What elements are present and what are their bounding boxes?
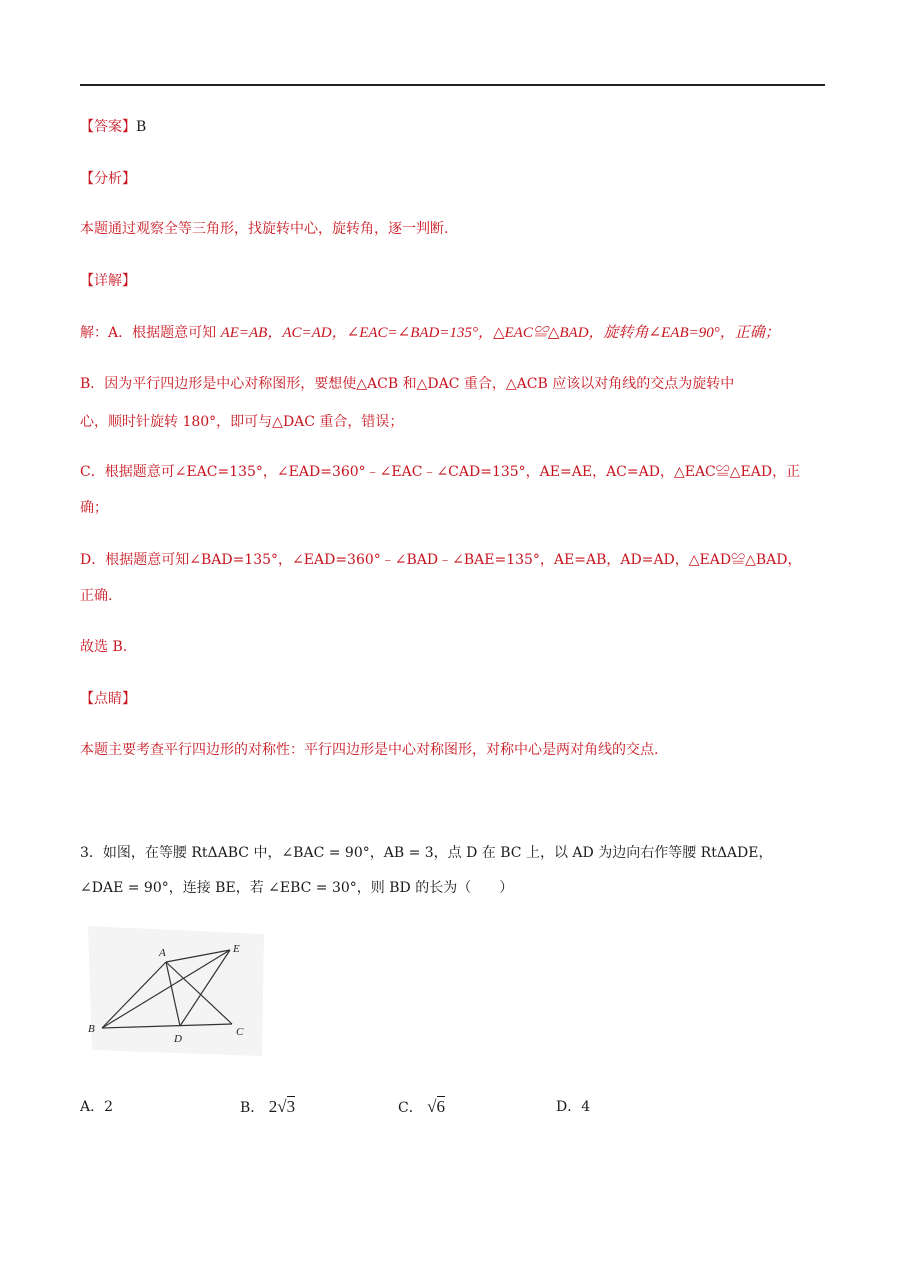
detail-a-prefix: 解：A．根据题意可知	[80, 325, 221, 341]
comment-tag: 【点睛】	[80, 691, 136, 707]
label-E: E	[233, 943, 240, 955]
option-c-radicand: 6	[436, 1097, 446, 1116]
option-b-label: B．	[240, 1100, 265, 1116]
label-D: D	[174, 1033, 182, 1045]
option-c-value	[427, 1096, 445, 1116]
option-c[interactable]	[398, 1097, 445, 1118]
geometry-figure	[86, 922, 268, 1060]
answer-tag: 【答案】	[80, 119, 136, 135]
conclusion: 故选 B.	[80, 639, 128, 655]
analysis-tag: 【分析】	[80, 171, 136, 187]
label-B: B	[88, 1023, 95, 1035]
option-b-coef: 2	[268, 1097, 278, 1116]
sqrt-icon: √	[277, 1097, 287, 1116]
header-rule	[80, 84, 825, 86]
option-b[interactable]	[240, 1097, 295, 1118]
option-a[interactable]	[80, 1097, 113, 1117]
option-d-value: 4	[581, 1099, 591, 1115]
option-a-value: 2	[104, 1099, 114, 1115]
detail-b-line2: 心，顺时针旋转 180°，即可与△DAC 重合，错误；	[80, 414, 404, 430]
detail-d-line2: 正确.	[80, 588, 113, 604]
option-d-label: D．	[556, 1099, 582, 1115]
option-b-radicand: 3	[286, 1097, 296, 1116]
option-c-label: C．	[398, 1100, 423, 1116]
analysis-text: 本题通过观察全等三角形，找旋转中心，旋转角，逐一判断.	[80, 221, 449, 237]
option-a-label: A．	[80, 1099, 105, 1115]
detail-b-line1: B．因为平行四边形是中心对称图形，要想使△ACB 和△DAC 重合，△ACB 应该以对角线的交点为旋转中	[80, 376, 735, 392]
label-A: A	[159, 947, 166, 959]
sqrt-icon: √	[427, 1097, 437, 1116]
detail-a-body: AE=AB，AC=AD，∠EAC=∠BAD=135°，△EAC≌△BAD，旋转角∠EAB=90°，正确；	[220, 325, 780, 341]
label-C: C	[236, 1026, 244, 1038]
comment-text: 本题主要考查平行四边形的对称性：平行四边形是中心对称图形，对称中心是两对角线的交点.	[80, 742, 659, 758]
detail-d-line1: D．根据题意可知∠BAD=135°，∠EAD=360°﹣∠BAD﹣∠BAE=135°，AE=AB，AD=AD，△EAD≌△BAD，	[80, 552, 802, 568]
answer-line	[80, 117, 146, 137]
question-line2: ∠DAE = 90°，连接 BE，若 ∠EBC = 30°，则 BD 的长为（ ）	[80, 880, 514, 896]
detail-c-line1: C．根据题意可∠EAC=135°，∠EAD=360°﹣∠EAC﹣∠CAD=135°，AE=AE，AC=AD，△EAC≌△EAD，正	[80, 464, 801, 480]
question-line1: 3．如图，在等腰 RtΔABC 中，∠BAC = 90°，AB = 3，点 D 在 BC 上，以 AD 为边向右作等腰 RtΔADE，	[80, 845, 773, 861]
detail-c-line2: 确；	[80, 500, 108, 516]
option-b-value	[269, 1096, 295, 1116]
answer-value: B	[136, 119, 147, 135]
detail-tag: 【详解】	[80, 273, 136, 289]
detail-a	[80, 323, 780, 343]
option-d[interactable]	[556, 1097, 590, 1117]
